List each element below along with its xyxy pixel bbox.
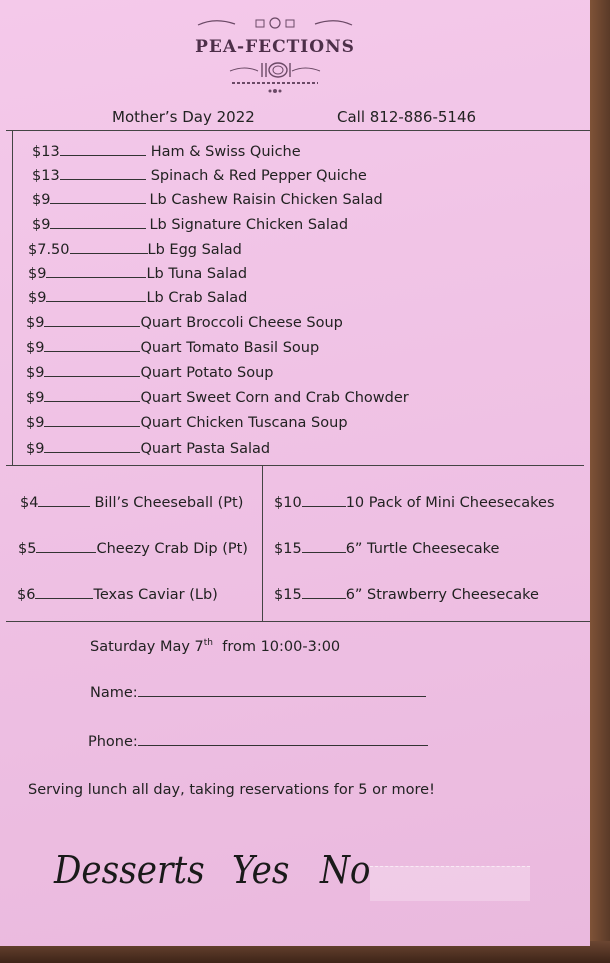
menu-item: $9 Lb Crab Salad [28, 290, 248, 306]
menu-item: $9 Lb Tuna Salad [28, 266, 248, 282]
menu-item: $13 Spinach & Red Pepper Quiche [32, 168, 367, 184]
menu-item: $9 Quart Pasta Salad [26, 441, 271, 457]
extra-item: $15 6” Strawberry Cheesecake [274, 587, 539, 603]
reservation-note: Serving lunch all day, taking reservations for 5 or more! [28, 782, 435, 798]
name-line[interactable] [138, 695, 426, 697]
extra-item: $10 10 Pack of Mini Cheesecakes [274, 495, 555, 511]
extra-item: $4 Bill’s Cheeseball (Pt) [20, 495, 244, 511]
extra-item: $15 6” Turtle Cheesecake [274, 541, 500, 557]
logo-flourish-icon [190, 17, 360, 31]
phone-field[interactable] [88, 734, 428, 750]
menu-item: $9 Lb Signature Chicken Salad [32, 217, 349, 233]
menu-item: $9 Quart Potato Soup [26, 365, 274, 381]
message-overlay [370, 866, 530, 901]
event-title: Mother’s Day 2022 [112, 108, 255, 126]
menu-item: $9 Quart Broccoli Cheese Soup [26, 315, 343, 331]
menu-item: $9 Quart Tomato Basil Soup [26, 340, 320, 356]
menu-item: $7.50 Lb Egg Salad [28, 242, 242, 258]
plate-fork-knife-icon [190, 61, 360, 101]
pickup-info: Saturday May 7th from 10:00-3:00 [90, 638, 341, 655]
handwritten-desserts: Desserts [54, 848, 205, 892]
menu-item: $9 Quart Chicken Tuscana Soup [26, 415, 348, 431]
handwritten-yes: Yes [232, 848, 290, 892]
extra-item: $5 Cheezy Crab Dip (Pt) [18, 541, 248, 557]
menu-item: $13 Ham & Swiss Quiche [32, 144, 301, 160]
menu-item: $9 Quart Sweet Corn and Crab Chowder [26, 390, 409, 406]
pea-fections-logo [190, 16, 360, 106]
handwritten-no: No [320, 848, 371, 892]
logo-name: PEA-FECTIONS [195, 37, 355, 57]
phone-number: Call 812-886-5146 [337, 108, 477, 126]
extra-item: $6 Texas Caviar (Lb) [17, 587, 218, 603]
phone-label: Phone: [88, 734, 138, 750]
name-label: Name: [90, 685, 138, 701]
name-field[interactable] [90, 685, 426, 701]
menu-item: $9 Lb Cashew Raisin Chicken Salad [32, 192, 383, 208]
phone-line[interactable] [138, 744, 428, 746]
